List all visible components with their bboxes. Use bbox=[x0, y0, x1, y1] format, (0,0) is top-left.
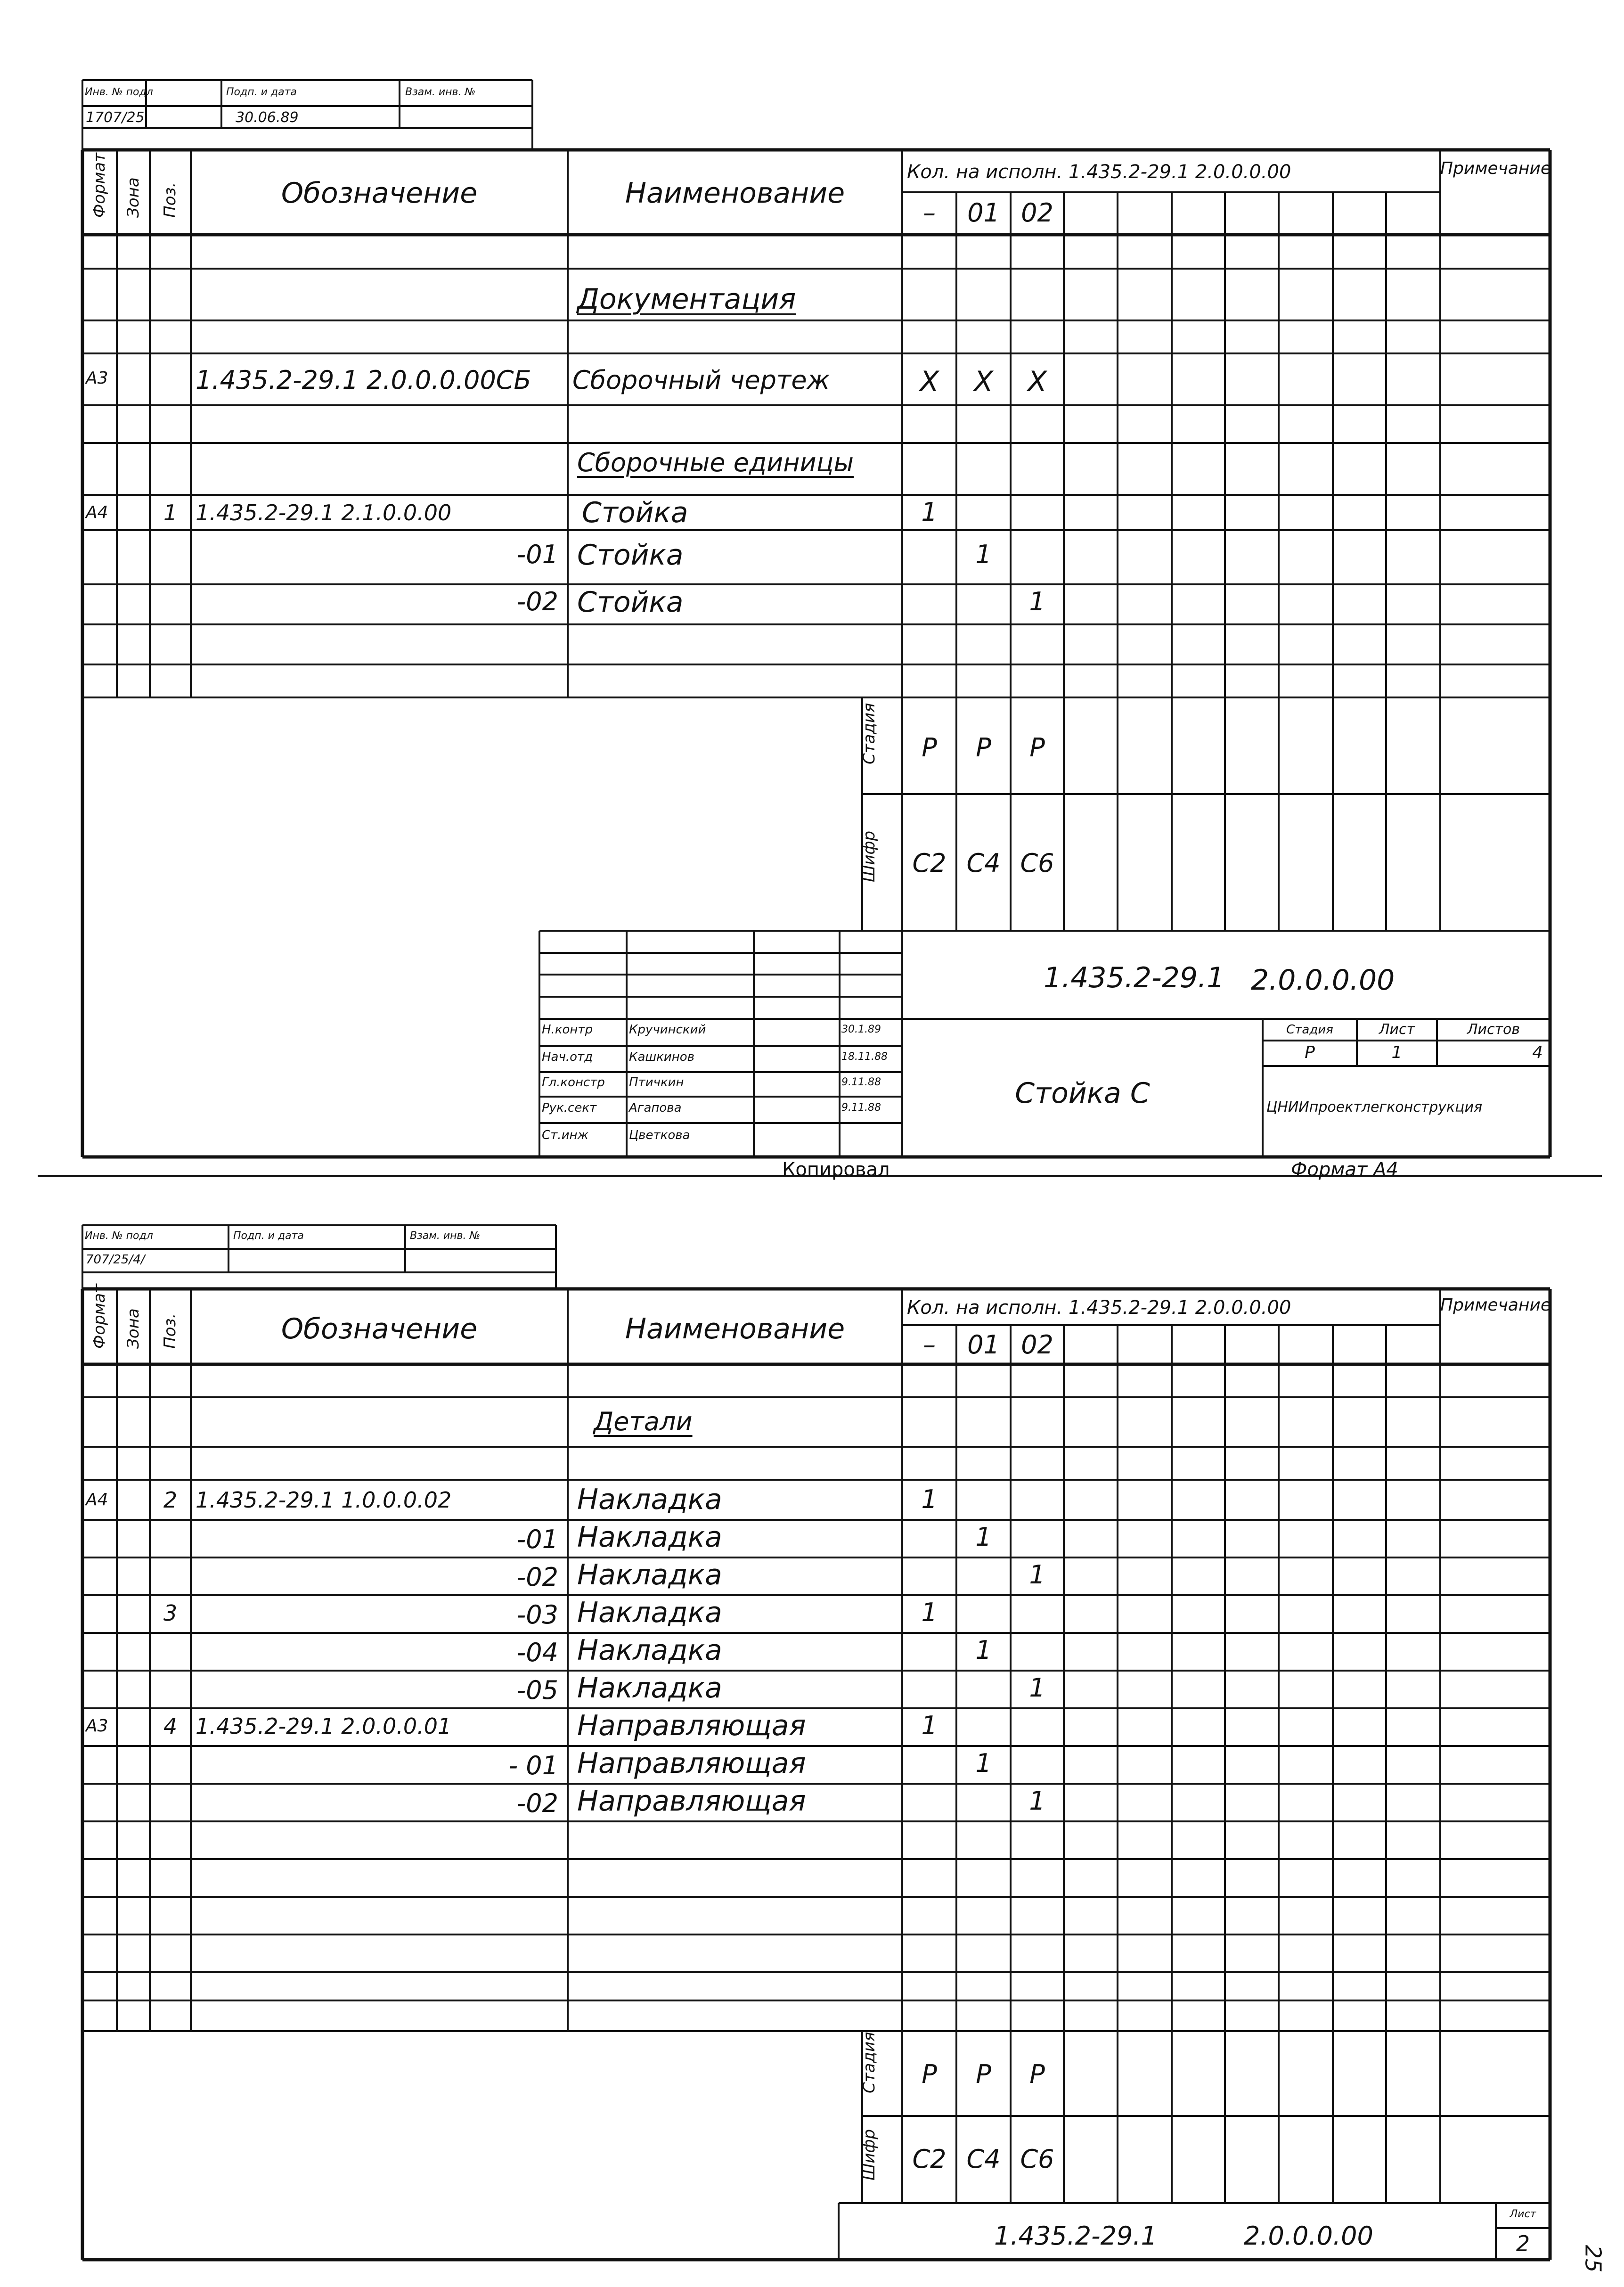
row-qty-0: 1 bbox=[921, 1711, 938, 1740]
row-designation: -04 bbox=[516, 1638, 558, 1667]
header-format: Формат bbox=[90, 153, 109, 218]
header-exec-01: 01 bbox=[967, 198, 1000, 228]
row-qty-1: X bbox=[973, 365, 994, 398]
signer-date: 9.11.88 bbox=[841, 1102, 881, 1114]
row-designation: -02 bbox=[516, 1788, 558, 1818]
title-block-stage: Р bbox=[1305, 1043, 1315, 1062]
stamp-sign-label: Подп. и дата bbox=[233, 1230, 304, 1242]
row-pos: 3 bbox=[163, 1600, 178, 1626]
stamp-inv-value: 707/25/4/ bbox=[86, 1253, 145, 1267]
row-pos: 1 bbox=[163, 500, 178, 525]
header-exec-02: 02 bbox=[1021, 1330, 1053, 1360]
signer-role: Нач.отд bbox=[542, 1050, 593, 1064]
title-block-code: 1.435.2-29.1 bbox=[1044, 961, 1225, 994]
row-name: Направляющая bbox=[577, 1747, 806, 1780]
header-exec-dash: – bbox=[923, 1330, 936, 1360]
section-documentation: Документация bbox=[577, 283, 796, 316]
row-designation: 1.435.2-29.1 1.0.0.0.02 bbox=[196, 1487, 452, 1513]
row-name: Стойка bbox=[577, 539, 684, 572]
title-block-code: 1.435.2-29.1 bbox=[994, 2221, 1157, 2251]
shifr-value-3: С6 bbox=[1020, 848, 1054, 878]
row-name: Стойка bbox=[582, 496, 688, 529]
row-name: Сборочный чертеж bbox=[572, 365, 830, 395]
stamp-inv-value: 1707/25 bbox=[86, 109, 145, 126]
stadia-label: Стадия bbox=[860, 2032, 879, 2093]
header-pos: Поз. bbox=[161, 1313, 180, 1349]
row-qty-2: 1 bbox=[1029, 1673, 1045, 1703]
title-block-sheet: 1 bbox=[1391, 1043, 1403, 1062]
row-qty-0: 1 bbox=[921, 1598, 938, 1627]
title-block-doc-number: 2.0.0.0.00 bbox=[1251, 964, 1395, 997]
stamp-sign-label: Подп. и дата bbox=[226, 86, 297, 98]
row-designation: -01 bbox=[516, 540, 558, 569]
row-designation: -03 bbox=[516, 1600, 558, 1630]
signer-role: Н.контр bbox=[542, 1023, 593, 1037]
row-designation: -02 bbox=[516, 1562, 558, 1592]
row-pos: 2 bbox=[163, 1487, 178, 1513]
stamp-vzam-label: Взам. инв. № bbox=[405, 86, 476, 98]
format-label: Формат А4 bbox=[1291, 1159, 1398, 1180]
row-qty-2: 1 bbox=[1029, 1560, 1045, 1590]
stadia-label: Стадия bbox=[860, 703, 879, 764]
stadia-value-3: Р bbox=[1029, 2059, 1045, 2089]
signer-name: Птичкин bbox=[629, 1075, 684, 1090]
row-name: Накладка bbox=[577, 1483, 722, 1516]
header-name: Наименование bbox=[625, 1312, 845, 1345]
row-name: Накладка bbox=[577, 1521, 722, 1554]
row-name: Накладка bbox=[577, 1558, 722, 1591]
row-format: А4 bbox=[86, 503, 108, 522]
header-note: Примечание bbox=[1440, 1295, 1551, 1315]
row-qty-1: 1 bbox=[975, 1748, 992, 1778]
row-designation: 1.435.2-29.1 2.0.0.0.00СБ bbox=[196, 365, 531, 395]
header-designation: Обозначение bbox=[281, 177, 478, 210]
stadia-value-2: Р bbox=[976, 2059, 991, 2089]
row-designation: -02 bbox=[516, 587, 558, 616]
header-designation: Обозначение bbox=[281, 1312, 478, 1345]
row-qty-1: 1 bbox=[975, 1522, 992, 1552]
stamp-date-value: 30.06.89 bbox=[236, 109, 299, 126]
signer-role: Рук.сект bbox=[542, 1101, 597, 1115]
row-name: Направляющая bbox=[577, 1785, 806, 1818]
stadia-value-2: Р bbox=[976, 733, 991, 762]
signer-date: 30.1.89 bbox=[841, 1024, 881, 1035]
shifr-label: Шифр bbox=[860, 2129, 879, 2180]
signer-name: Агапова bbox=[629, 1101, 682, 1115]
section-assembly-units: Сборочные единицы bbox=[577, 448, 854, 477]
stamp-inv-label: Инв. № подл bbox=[85, 1230, 153, 1242]
title-block-sheet-label: Лист bbox=[1510, 2208, 1536, 2220]
row-designation: -05 bbox=[516, 1675, 558, 1705]
row-qty-2: 1 bbox=[1029, 1786, 1045, 1816]
shifr-value-3: С6 bbox=[1020, 2144, 1054, 2174]
stamp-vzam-label: Взам. инв. № bbox=[410, 1230, 481, 1242]
stadia-value-3: Р bbox=[1029, 733, 1045, 762]
stadia-value-1: Р bbox=[922, 2059, 937, 2089]
row-qty-0: 1 bbox=[921, 1484, 938, 1514]
row-qty-1: 1 bbox=[975, 1635, 992, 1665]
row-name: Стойка bbox=[577, 586, 684, 619]
shifr-value-1: С2 bbox=[912, 848, 947, 878]
signer-name: Кашкинов bbox=[629, 1050, 695, 1064]
signer-date: 18.11.88 bbox=[841, 1051, 888, 1063]
signer-name: Кручинский bbox=[629, 1023, 706, 1037]
row-name: Направляющая bbox=[577, 1709, 806, 1742]
row-format: А4 bbox=[86, 1490, 108, 1509]
page-number: 25 bbox=[1580, 2245, 1606, 2273]
shifr-value-2: С4 bbox=[966, 848, 1001, 878]
row-pos: 4 bbox=[163, 1713, 178, 1739]
signer-role: Гл.констр bbox=[542, 1075, 605, 1090]
row-designation: -01 bbox=[516, 1525, 558, 1554]
signer-date: 9.11.88 bbox=[841, 1076, 881, 1088]
stamp-inv-label: Инв. № подл bbox=[85, 86, 153, 98]
title-block-sheet: 2 bbox=[1516, 2231, 1530, 2256]
row-format: А3 bbox=[86, 369, 108, 388]
row-designation: 1.435.2-29.1 2.0.0.0.01 bbox=[196, 1713, 452, 1739]
header-zone: Зона bbox=[124, 177, 143, 218]
header-name: Наименование bbox=[625, 177, 845, 210]
row-name: Накладка bbox=[577, 1634, 722, 1667]
title-block-stage-label: Стадия bbox=[1286, 1023, 1333, 1037]
header-pos: Поз. bbox=[161, 182, 180, 218]
section-details: Детали bbox=[594, 1407, 693, 1436]
shifr-value-1: С2 bbox=[912, 2144, 947, 2174]
row-name: Накладка bbox=[577, 1596, 722, 1629]
shifr-label: Шифр bbox=[860, 830, 879, 882]
title-block-org: ЦНИИпроектлегконструкция bbox=[1266, 1099, 1483, 1115]
header-qty: Кол. на исполн. 1.435.2-29.1 2.0.0.0.00 bbox=[907, 1297, 1291, 1319]
stadia-value-1: Р bbox=[922, 733, 937, 762]
header-qty: Кол. на исполн. 1.435.2-29.1 2.0.0.0.00 bbox=[907, 161, 1291, 183]
row-designation: 1.435.2-29.1 2.1.0.0.00 bbox=[196, 500, 452, 525]
row-format: А3 bbox=[86, 1716, 108, 1736]
signer-name: Цветкова bbox=[629, 1128, 690, 1142]
shifr-value-2: С4 bbox=[966, 2144, 1001, 2174]
header-exec-dash: – bbox=[923, 198, 936, 228]
row-qty-0: 1 bbox=[921, 497, 938, 527]
row-qty-1: 1 bbox=[975, 540, 992, 569]
row-qty-2: 1 bbox=[1029, 587, 1045, 616]
copied-label: Копировал bbox=[782, 1159, 890, 1180]
row-name: Накладка bbox=[577, 1672, 722, 1705]
header-exec-01: 01 bbox=[967, 1330, 1000, 1360]
title-block-sheets-label: Листов bbox=[1467, 1021, 1520, 1038]
title-block-title: Стойка С bbox=[1015, 1077, 1150, 1110]
header-format: Формат bbox=[90, 1284, 109, 1349]
title-block-sheets: 4 bbox=[1532, 1043, 1543, 1062]
row-designation: - 01 bbox=[508, 1751, 558, 1780]
signer-role: Ст.инж bbox=[542, 1128, 588, 1142]
row-qty-0: X bbox=[919, 365, 939, 398]
header-exec-02: 02 bbox=[1021, 198, 1053, 228]
title-block-doc-number: 2.0.0.0.00 bbox=[1244, 2221, 1373, 2251]
header-note: Примечание bbox=[1440, 159, 1551, 178]
row-qty-2: X bbox=[1027, 365, 1047, 398]
title-block-sheet-label: Лист bbox=[1379, 1021, 1415, 1038]
header-zone: Зона bbox=[124, 1308, 143, 1349]
